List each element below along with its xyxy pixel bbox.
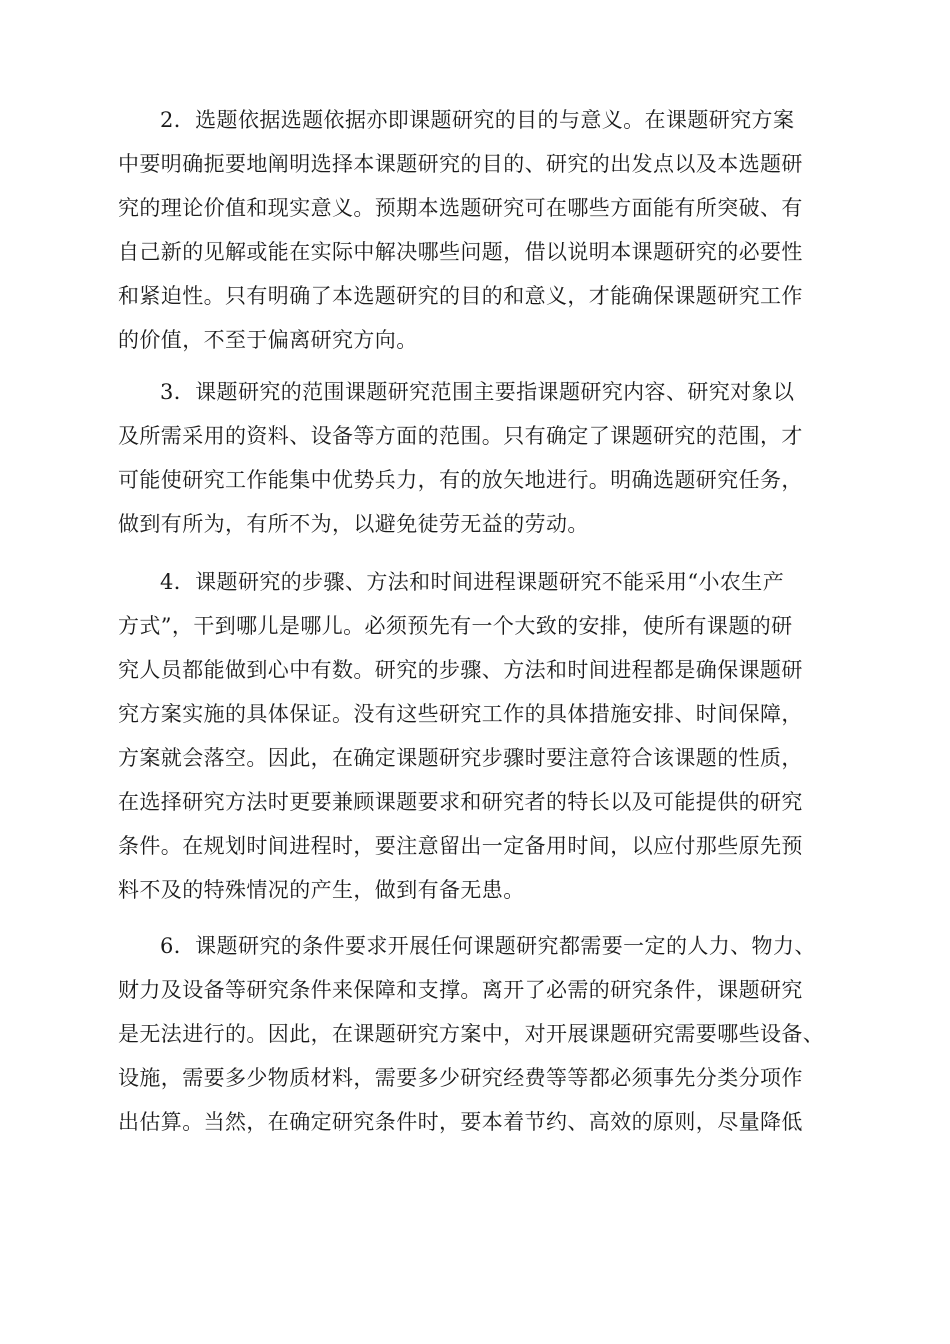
paragraph-3-research-scope — [118, 370, 838, 546]
text-line: 在选择研究方法时更要兼顾课题要求和研究者的特长以及可能提供的研究 — [118, 790, 803, 814]
text-line: 2．选题依据选题依据亦即课题研究的目的与意义。在课题研究方案 — [160, 108, 795, 132]
text-line: 做到有所为，有所不为，以避免徒劳无益的劳动。 — [118, 512, 589, 536]
text-line: 3．课题研究的范围课题研究范围主要指课题研究内容、研究对象以 — [160, 380, 795, 404]
text-line: 条件。在规划时间进程时，要注意留出一定备用时间，以应付那些原先预 — [118, 834, 803, 858]
paragraph-2-selection-basis — [118, 98, 838, 362]
text-line: 设施，需要多少物质材料，需要多少研究经费等等都必须事先分类分项作 — [118, 1066, 803, 1090]
text-line: 和紧迫性。只有明确了本选题研究的目的和意义，才能确保课题研究工作 — [118, 284, 803, 308]
text-line: 4．课题研究的步骤、方法和时间进程课题研究不能采用“小农生产 — [160, 570, 785, 594]
text-line: 可能使研究工作能集中优势兵力，有的放矢地进行。明确选题研究任务， — [118, 468, 803, 492]
text-line: 究人员都能做到心中有数。研究的步骤、方法和时间进程都是确保课题研 — [118, 658, 803, 682]
text-line: 财力及设备等研究条件来保障和支撑。离开了必需的研究条件，课题研究 — [118, 978, 803, 1002]
text-line: 究方案实施的具体保证。没有这些研究工作的具体措施安排、时间保障， — [118, 702, 803, 726]
text-line: 方式”，干到哪儿是哪儿。必须预先有一个大致的安排，使所有课题的研 — [118, 614, 793, 638]
text-line: 的价值，不至于偏离研究方向。 — [118, 328, 418, 352]
text-line: 究的理论价值和现实意义。预期本选题研究可在哪些方面能有所突破、有 — [118, 196, 803, 220]
text-line: 及所需采用的资料、设备等方面的范围。只有确定了课题研究的范围，才 — [118, 424, 803, 448]
text-line: 是无法进行的。因此，在课题研究方案中，对开展课题研究需要哪些设备、 — [118, 1022, 825, 1046]
text-line: 中要明确扼要地阐明选择本课题研究的目的、研究的出发点以及本选题研 — [118, 152, 803, 176]
text-line: 6．课题研究的条件要求开展任何课题研究都需要一定的人力、物力、 — [160, 934, 816, 958]
text-line: 方案就会落空。因此，在确定课题研究步骤时要注意符合该课题的性质， — [118, 746, 803, 770]
text-line: 出估算。当然，在确定研究条件时，要本着节约、高效的原则，尽量降低 — [118, 1110, 803, 1134]
paragraph-4-steps-methods-schedule — [118, 560, 838, 912]
text-line: 自己新的见解或能在实际中解决哪些问题，借以说明本课题研究的必要性 — [118, 240, 803, 264]
text-line: 料不及的特殊情况的产生，做到有备无患。 — [118, 878, 525, 902]
paragraph-6-research-conditions — [118, 924, 838, 1144]
